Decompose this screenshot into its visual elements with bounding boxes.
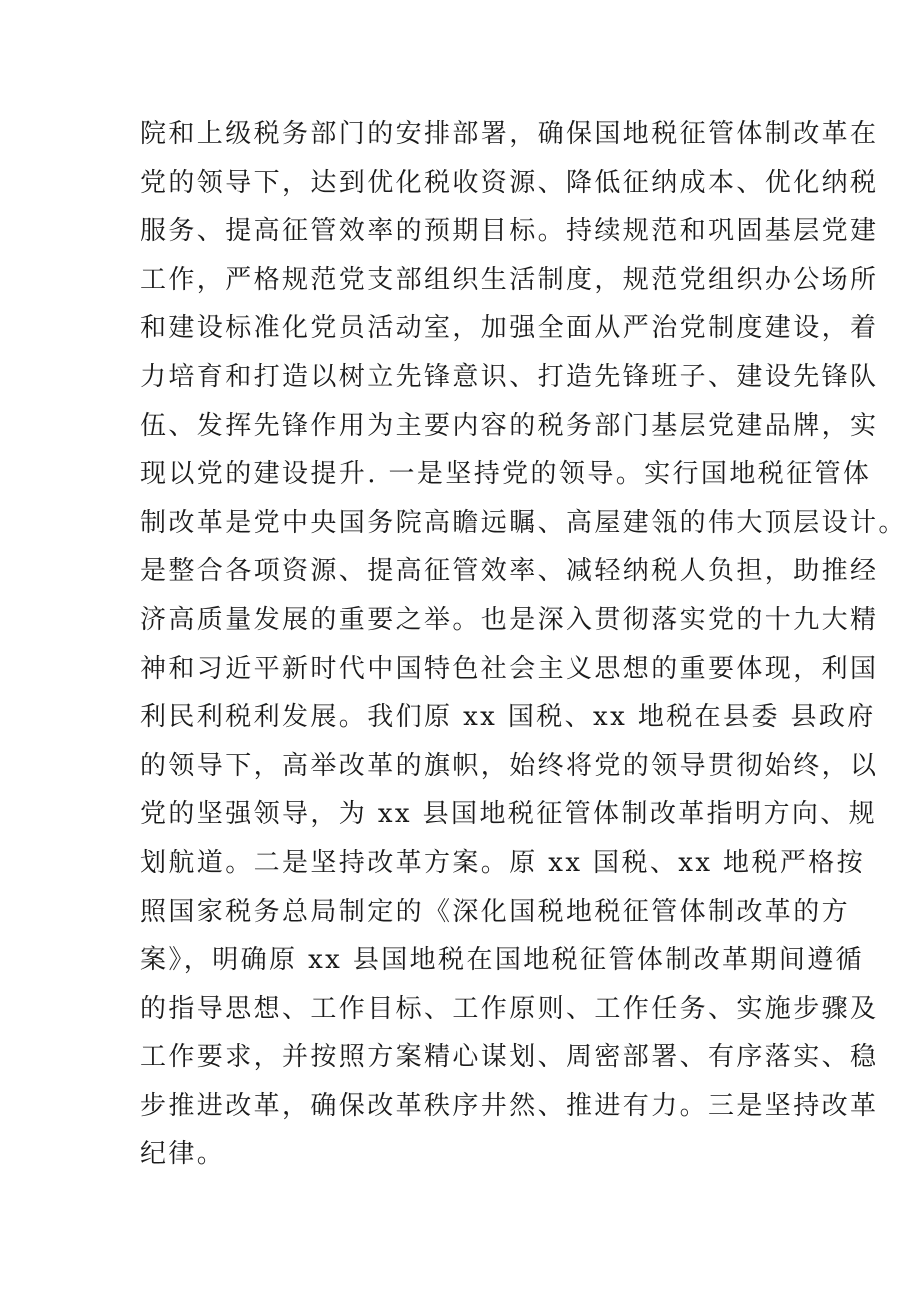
text-line: 现以党的建设提升. 一是坚持党的领导。实行国地税征管体 bbox=[140, 459, 872, 490]
text-line: 工作，严格规范党支部组织生活制度，规范党组织办公场所 bbox=[140, 264, 879, 295]
text-line: 济高质量发展的重要之举。也是深入贯彻落实党的十九大精 bbox=[140, 604, 879, 635]
text-line: 的指导思想、工作目标、工作原则、工作任务、实施步骤及 bbox=[140, 993, 879, 1024]
text-line: 党的坚强领导，为 xx 县国地税征管体制改革指明方向、规 bbox=[140, 799, 878, 830]
text-line: 步推进改革，确保改革秩序井然、推进有力。三是坚持改革 bbox=[140, 1090, 879, 1121]
text-line: 神和习近平新时代中国特色社会主义思想的重要体现，利国 bbox=[140, 653, 879, 684]
text-line: 制改革是党中央国务院高瞻远瞩、高屋建瓴的伟大顶层设计。 bbox=[140, 507, 907, 538]
text-line: 照国家税务总局制定的《深化国税地税征管体制改革的方 bbox=[140, 896, 851, 927]
body-paragraph bbox=[140, 110, 907, 1179]
text-line: 划航道。二是坚持改革方案。原 xx 国税、xx 地税严格按 bbox=[140, 847, 866, 878]
text-line: 伍、发挥先锋作用为主要内容的税务部门基层党建品牌，实 bbox=[140, 410, 879, 441]
text-line: 力培育和打造以树立先锋意识、打造先锋班子、建设先锋队 bbox=[140, 361, 879, 392]
text-line: 院和上级税务部门的安排部署，确保国地税征管体制改革在 bbox=[140, 119, 879, 149]
text-line: 纪律。 bbox=[140, 1139, 226, 1170]
text-line: 是整合各项资源、提高征管效率、减轻纳税人负担，助推经 bbox=[140, 556, 879, 587]
text-line: 工作要求，并按照方案精心谋划、周密部署、有序落实、稳 bbox=[140, 1042, 879, 1073]
text-line: 党的领导下，达到优化税收资源、降低征纳成本、优化纳税 bbox=[140, 167, 879, 198]
text-line: 服务、提高征管效率的预期目标。持续规范和巩固基层党建 bbox=[140, 216, 879, 247]
text-line: 和建设标准化党员活动室，加强全面从严治党制度建设，着 bbox=[140, 313, 879, 344]
text-line: 利民利税利发展。我们原 xx 国税、xx 地税在县委 县政府 bbox=[140, 702, 876, 733]
text-line: 的领导下，高举改革的旗帜，始终将党的领导贯彻始终，以 bbox=[140, 750, 879, 781]
text-line: 案》，明确原 xx 县国地税在国地税征管体制改革期间遵循 bbox=[140, 945, 865, 976]
